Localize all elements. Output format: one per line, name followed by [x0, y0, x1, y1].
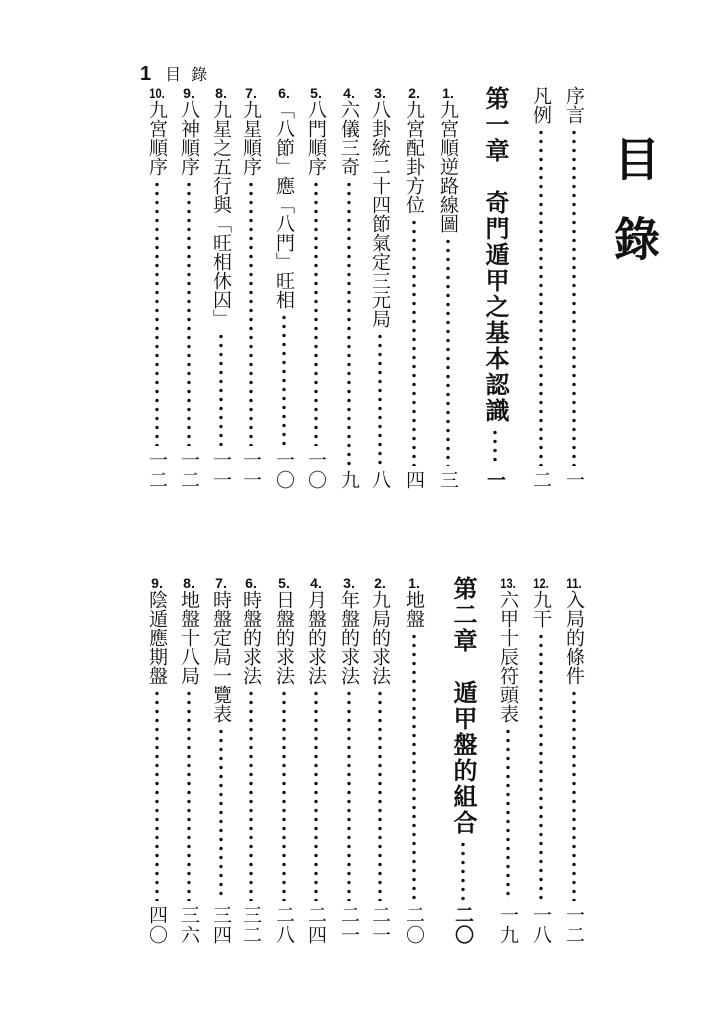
- page-title: 目錄: [607, 135, 661, 295]
- running-title: 目錄: [165, 65, 218, 84]
- toc-page-number: 九: [338, 470, 360, 490]
- toc-entry-label: 九星之五行與「旺相休囚」: [210, 100, 232, 328]
- toc-entry-number: 6.: [245, 576, 257, 590]
- toc-entry[interactable]: [335, 86, 363, 490]
- leader-dots: [143, 180, 171, 446]
- toc-entry-number: 11.: [566, 576, 582, 590]
- leader-dots: [527, 128, 555, 466]
- toc-entry-number: 10.: [149, 86, 165, 100]
- toc-entry-label: 日盤的求法: [273, 590, 295, 685]
- toc-entry-label: 序言: [563, 86, 585, 124]
- leader-dots: [400, 632, 428, 901]
- toc-entry[interactable]: [175, 86, 203, 490]
- toc-entry[interactable]: [237, 86, 265, 490]
- leader-dots: [366, 689, 394, 901]
- toc-entry-label: 「八節」應「八門」旺相: [273, 100, 295, 309]
- toc-entry-number: 13.: [500, 576, 516, 590]
- page-number: 1: [140, 63, 152, 85]
- toc-entry[interactable]: [270, 86, 298, 490]
- toc-page-number: 一九: [497, 905, 519, 945]
- leader-dots: [207, 727, 235, 901]
- toc-entry[interactable]: [527, 86, 555, 490]
- toc-entry-number: 1.: [442, 86, 454, 100]
- toc-entry-label: 九局的求法: [369, 590, 391, 685]
- leader-dots: [335, 180, 363, 466]
- toc-page-number: 四〇: [146, 905, 168, 945]
- toc-entry-number: 12.: [533, 576, 549, 590]
- toc-page-number: 二〇: [452, 905, 474, 945]
- toc-entry-number: 8.: [183, 576, 195, 590]
- leader-dots: [335, 689, 363, 901]
- toc-page-number: 一二: [563, 905, 585, 945]
- toc-entry-number: 9.: [183, 86, 195, 100]
- toc-page-number: 一〇: [305, 450, 327, 490]
- toc-page-number: 二四: [305, 905, 327, 945]
- toc-page-number: 一一: [210, 450, 232, 490]
- toc-entry-label: 六儀三奇: [338, 100, 360, 176]
- toc-page-number: 一一: [240, 450, 262, 490]
- toc-entry-label: 九宮順序: [146, 100, 168, 176]
- toc-entry[interactable]: [302, 576, 330, 945]
- toc-entry-label: 地盤: [403, 590, 425, 628]
- toc-entry-number: 2.: [374, 576, 386, 590]
- toc-entry[interactable]: [560, 576, 588, 945]
- toc-entry-label: 地盤十八局: [178, 590, 200, 685]
- toc-entry-label: 九干: [530, 590, 552, 628]
- toc-entry-label: 九宮配卦方位: [403, 100, 425, 214]
- toc-entry[interactable]: [143, 86, 171, 490]
- toc-entry-number: 7.: [215, 576, 227, 590]
- toc-page-number: 二: [530, 470, 552, 490]
- toc-page-number: 三四: [210, 905, 232, 945]
- toc-entry-number: 7.: [245, 86, 257, 100]
- leader-dots: [446, 840, 480, 901]
- toc-page-number: 一: [563, 470, 585, 490]
- toc-entry-number: 3.: [374, 86, 386, 100]
- toc-entry[interactable]: [143, 576, 171, 945]
- leader-dots: [560, 128, 588, 466]
- leader-dots: [143, 689, 171, 901]
- toc-entry[interactable]: [237, 576, 265, 945]
- leader-dots: [434, 237, 462, 466]
- toc-entry-label: 八門順序: [305, 100, 327, 176]
- toc-page-number: 二八: [273, 905, 295, 945]
- toc-entry-label: 八卦統二十四節氣定三元局: [369, 100, 391, 328]
- toc-page-number: 三六: [178, 905, 200, 945]
- toc-page-number: 二一: [369, 905, 391, 945]
- toc-page-number: 四: [403, 470, 425, 490]
- toc-entry-label: 九宮順逆路線圖: [437, 100, 459, 233]
- toc-entry-label: 第二章 遁甲盤的組合: [449, 576, 477, 836]
- toc-entry-label: 九星順序: [240, 100, 262, 176]
- leader-dots: [400, 218, 428, 466]
- toc-entry-number: 5.: [310, 86, 322, 100]
- toc-entry-number: 8.: [215, 86, 227, 100]
- leader-dots: [237, 180, 265, 446]
- toc-page-number: 三: [437, 470, 459, 490]
- leader-dots: [207, 332, 235, 446]
- leader-dots: [270, 313, 298, 446]
- leader-dots: [478, 428, 512, 466]
- leader-dots: [175, 180, 203, 446]
- toc-entry-label: 凡例: [530, 86, 552, 124]
- toc-entry[interactable]: [527, 576, 555, 945]
- toc-entry-number: 9.: [151, 576, 163, 590]
- leader-dots: [366, 332, 394, 466]
- toc-page-number: 二一: [338, 905, 360, 945]
- toc-entry[interactable]: [335, 576, 363, 945]
- leader-dots: [302, 689, 330, 901]
- toc-entry-label: 陰遁應期盤: [146, 590, 168, 685]
- leader-dots: [270, 689, 298, 901]
- toc-page-number: 一〇: [273, 450, 295, 490]
- toc-page-number: 一: [484, 470, 506, 490]
- leader-dots: [494, 727, 522, 901]
- toc-entry[interactable]: [366, 86, 394, 490]
- toc-entry[interactable]: [400, 576, 428, 945]
- leader-dots: [237, 689, 265, 901]
- toc-entry-number: 2.: [408, 86, 420, 100]
- toc-entry[interactable]: [560, 86, 588, 490]
- toc-entry[interactable]: [366, 576, 394, 945]
- toc-page-number: 一二: [178, 450, 200, 490]
- toc-entry-label: 時盤的求法: [240, 590, 262, 685]
- toc-page-number: 一二: [146, 450, 168, 490]
- toc-page-number: 一八: [530, 905, 552, 945]
- page-header: [140, 62, 217, 86]
- toc-page-number: 二〇: [403, 905, 425, 945]
- toc-entry[interactable]: [302, 86, 330, 490]
- toc-entry-label: 年盤的求法: [338, 590, 360, 685]
- toc-entry-number: 4.: [310, 576, 322, 590]
- toc-entry[interactable]: [434, 86, 462, 490]
- toc-entry-number: 5.: [278, 576, 290, 590]
- toc-entry-number: 1.: [408, 576, 420, 590]
- toc-entry[interactable]: [207, 86, 235, 490]
- leader-dots: [302, 180, 330, 446]
- toc-entry-label: 入局的條件: [563, 590, 585, 685]
- toc-entry-label: 六甲十辰符頭表: [497, 590, 519, 723]
- toc-entry[interactable]: [207, 576, 235, 945]
- toc-entry-label: 八神順序: [178, 100, 200, 176]
- toc-chapter[interactable]: [478, 86, 512, 490]
- toc-entry[interactable]: [494, 576, 522, 945]
- leader-dots: [175, 689, 203, 901]
- toc-entry-number: 3.: [343, 576, 355, 590]
- toc-entry[interactable]: [175, 576, 203, 945]
- toc-entry-number: 4.: [343, 86, 355, 100]
- toc-entry[interactable]: [400, 86, 428, 490]
- toc-entry-label: 第一章 奇門遁甲之基本認識: [481, 86, 509, 424]
- toc-page-number: 三二: [240, 905, 262, 945]
- toc-page-number: 八: [369, 470, 391, 490]
- leader-dots: [560, 689, 588, 901]
- toc-entry[interactable]: [270, 576, 298, 945]
- toc-chapter[interactable]: [446, 576, 480, 945]
- toc-entry-number: 6.: [278, 86, 290, 100]
- leader-dots: [527, 632, 555, 901]
- toc-entry-label: 月盤的求法: [305, 590, 327, 685]
- toc-entry-label: 時盤定局一覽表: [210, 590, 232, 723]
